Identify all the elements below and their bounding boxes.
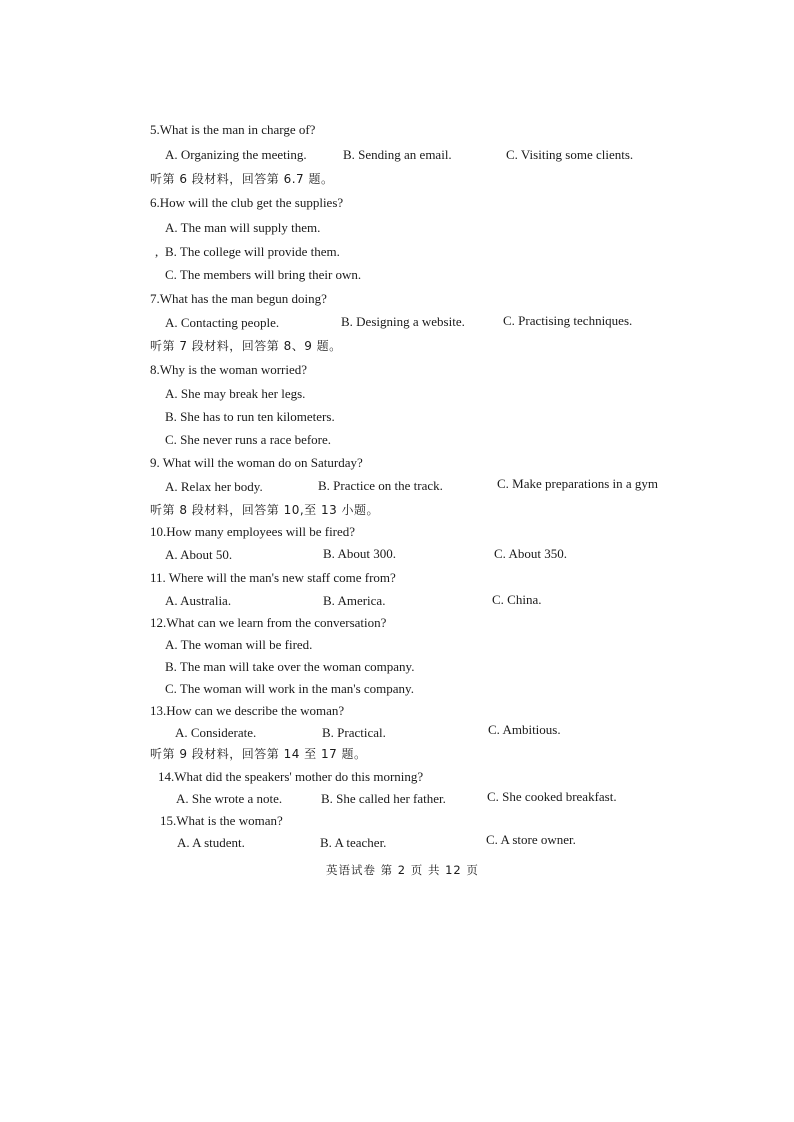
q8-option-c: C. She never runs a race before. xyxy=(165,432,332,447)
section-9-instruction: 听第 9 段材料，回答第 14 至 17 题。 xyxy=(150,747,367,761)
q5-option-a: A. Organizing the meeting. xyxy=(165,147,307,162)
q11-option-a: A. Australia. xyxy=(165,593,232,608)
q15-option-c: C. A store owner. xyxy=(486,832,576,847)
q13-option-b: B. Practical. xyxy=(322,725,386,740)
q10-option-b: B. About 300. xyxy=(323,546,396,561)
q7-option-b: B. Designing a website. xyxy=(341,314,465,329)
q12-option-b: B. The man will take over the woman company. xyxy=(165,659,415,674)
question-11: 11. Where will the man's new staff come from? xyxy=(150,570,396,585)
section-7-instruction: 听第 7 段材料，回答第 8、9 题。 xyxy=(150,339,342,353)
q6-option-a: A. The man will supply them. xyxy=(165,220,321,235)
question-10: 10.How many employees will be fired? xyxy=(150,524,356,539)
q11-option-b: B. America. xyxy=(323,593,386,608)
page-footer: 英语试卷 第 2 页 共 12 页 xyxy=(326,863,479,877)
stray-mark: , xyxy=(155,244,159,259)
q12-option-c: C. The woman will work in the man's company. xyxy=(165,681,414,696)
q14-option-b: B. She called her father. xyxy=(321,791,446,806)
question-5: 5.What is the man in charge of? xyxy=(150,122,316,137)
q6-option-c: C. The members will bring their own. xyxy=(165,267,362,282)
question-15: 15.What is the woman? xyxy=(160,813,283,828)
q13-option-c: C. Ambitious. xyxy=(488,722,561,737)
q14-option-c: C. She cooked breakfast. xyxy=(487,789,617,804)
q5-option-c: C. Visiting some clients. xyxy=(506,147,634,162)
q8-option-a: A. She may break her legs. xyxy=(165,386,306,401)
section-6-instruction: 听第 6 段材料，回答第 6.7 题。 xyxy=(150,172,334,186)
q10-option-a: A. About 50. xyxy=(165,547,233,562)
q12-option-a: A. The woman will be fired. xyxy=(165,637,313,652)
q14-option-a: A. She wrote a note. xyxy=(176,791,283,806)
q9-option-b: B. Practice on the track. xyxy=(318,478,443,493)
q9-option-a: A. Relax her body. xyxy=(165,479,263,494)
q9-option-c: C. Make preparations in a gym xyxy=(497,476,659,491)
q8-option-b: B. She has to run ten kilometers. xyxy=(165,409,335,424)
q7-option-c: C. Practising techniques. xyxy=(503,313,633,328)
question-14: 14.What did the speakers' mother do this morning? xyxy=(158,769,424,784)
question-6: 6.How will the club get the supplies? xyxy=(150,195,344,210)
question-9: 9. What will the woman do on Saturday? xyxy=(150,455,363,470)
q6-option-b: B. The college will provide them. xyxy=(165,244,340,259)
question-13: 13.How can we describe the woman? xyxy=(150,703,345,718)
q5-option-b: B. Sending an email. xyxy=(343,147,452,162)
q13-option-a: A. Considerate. xyxy=(175,725,257,740)
question-12: 12.What can we learn from the conversation? xyxy=(150,615,387,630)
question-7: 7.What has the man begun doing? xyxy=(150,291,327,306)
q11-option-c: C. China. xyxy=(492,592,542,607)
question-8: 8.Why is the woman worried? xyxy=(150,362,308,377)
q7-option-a: A. Contacting people. xyxy=(165,315,280,330)
q10-option-c: C. About 350. xyxy=(494,546,567,561)
q15-option-b: B. A teacher. xyxy=(320,835,387,850)
section-8-instruction: 听第 8 段材料，回答第 10,至 13 小题。 xyxy=(150,503,380,517)
q15-option-a: A. A student. xyxy=(177,835,245,850)
